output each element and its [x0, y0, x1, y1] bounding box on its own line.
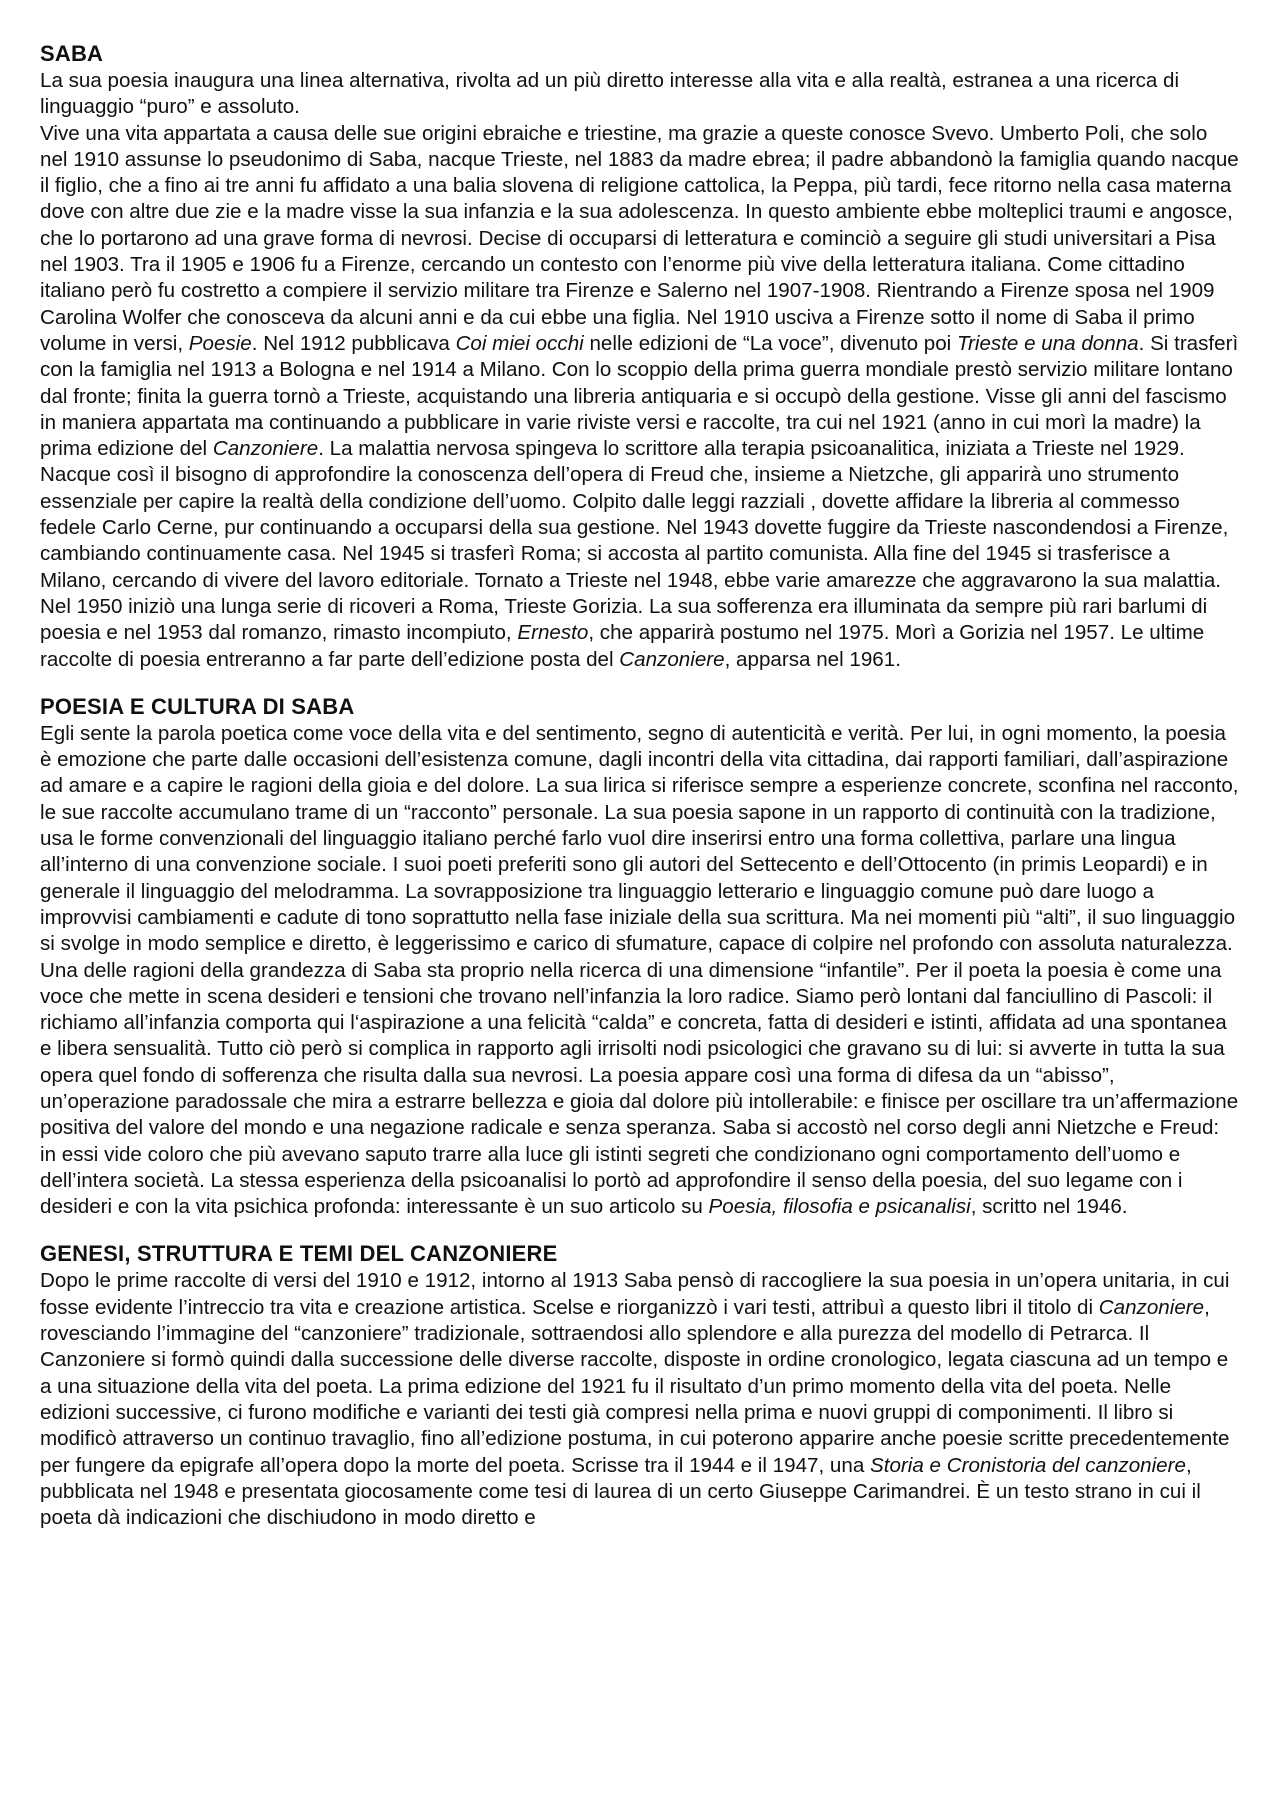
section-heading: SABA: [40, 41, 104, 66]
body-text: . Nel 1912 pubblicava: [251, 331, 456, 355]
body-text: La sua poesia inaugura una linea alternativa, rivolta ad un più diretto interesse alla vita e alla realtà, estranea a una ricerca di linguaggio “puro” e assoluto.: [40, 69, 1180, 119]
italic-title-text: Coi miei occhi: [455, 331, 584, 355]
body-paragraph: [40, 121, 1240, 673]
body-text: , apparsa nel 1961.: [724, 647, 901, 671]
body-paragraph: [40, 68, 1240, 121]
italic-title-text: Poesie: [188, 331, 252, 355]
italic-title-text: Storia e Cronistoria del canzoniere: [870, 1453, 1186, 1477]
body-text: Egli sente la parola poetica come voce della vita e del sentimento, segno di autenticità e verità. Per lui, in ogni momento, la poesia è emozione che parte dalle occasioni dell’esistenza comune, dagli incontri della vita cittadina, dai rapporti familiari, dall’aspirazione ad amare e a capire le ragioni della gioia e del dolore. La sua lirica si riferisce sempre a esperienze concrete, sconfina nel racconto, le sue raccolte accumulano trame di un “racconto” personale. La sua poesia sapone in un rapporto di continuità con la tradizione, usa le forme convenzionali del linguaggio italiano perché farlo vuol dire inserirsi entro una forma collettiva, parlare una lingua all’interno di una convenzione sociale. I suoi poeti preferiti sono gli autori del Settecento e dell’Ottocento (in primis Leopardi) e in generale il linguaggio del melodramma. La sovrapposizione tra linguaggio letterario e linguaggio comune può dare luogo a improvvisi cambiamenti e cadute di tono soprattutto nella fase iniziale della sua scrittura. Ma nei momenti più “alti”, il suo linguaggio si svolge in modo semplice e diretto, è leggerissimo e carico di sfumature, capace di colpire nel profondo con assoluta naturalezza. Una delle ragioni della grandezza di Saba sta proprio nella ricerca di una dimensione “infantile”. Per il poeta la poesia è come una voce che mette in scena desideri e tensioni che trovano nell’infanzia la loro radice. Siamo però lontani dal fanciullino di Pascoli: il richiamo all’infanzia comporta qui l‘aspirazione a una felicità “calda” e concreta, fatta di desideri e istinti, affidata ad una spontanea e libera sensualità. Tutto ciò però si complica in rapporto agli irrisolti nodi psicologici che gravano su di lui: si avverte in tutta la sua opera quel fondo di sofferenza che risulta dalla sua nevrosi. La poesia appare così una forma di difesa da un “abisso”, un’operazione paradossale che mira a estrarre bellezza e gioia dal dolore più intollerabile: e finisce per oscillare tra un’affermazione positiva del valore del mondo e una negazione radicale e senza speranza. Saba si accostò nel corso degli anni Nietzche e Freud: in essi vide coloro che più avevano saputo trarre alla luce gli istinti segreti che condizionano ogni comportamento dell’uomo e dell’intera società. La stessa esperienza della psicoanalisi lo portò ad approfondire il senso della poesia, del suo legame con i desideri e con la vita psichica profonda: interessante è un suo articolo su: [40, 721, 1239, 1219]
body-text: nelle edizioni de “La voce”, divenuto poi: [583, 331, 957, 355]
italic-title-text: Ernesto: [517, 621, 589, 645]
body-text: Vive una vita appartata a causa delle sue origini ebraiche e triestine, ma grazie a queste conosce Svevo. Umberto Poli, che solo nel 1910 assunse lo pseudonimo di Saba, nacque Trieste, nel 1883 da madre ebrea; il padre abbandonò la famiglia quando nacque il figlio, che a fino ai tre anni fu affidato a una balia slovena di religione cattolica, la Peppa, più tardi, fece ritorno nella casa materna dove con altre due zie e la madre visse la sua infanzia e la sua adolescenza. In questo ambiente ebbe molteplici traumi e angosce, che lo portarono ad una grave forma di nevrosi. Decise di occuparsi di letteratura e cominciò a seguire gli studi universitari a Pisa nel 1903. Tra il 1905 e 1906 fu a Firenze, cercando un contesto con l’enorme più vive della letteratura italiana. Come cittadino italiano però fu costretto a compiere il servizio militare tra Firenze e Salerno nel 1907-1908. Rientrando a Firenze sposa nel 1909 Carolina Wolfer che conosceva da alcuni anni e da cui ebbe una figlia. Nel 1910 usciva a Firenze sotto il nome di Saba il primo volume in versi,: [40, 121, 1239, 355]
body-paragraph: [40, 721, 1240, 1221]
italic-title-text: Canzoniere: [212, 437, 319, 461]
body-text: , pubblicata nel 1948 e presentata giocosamente come tesi di laurea di un certo Giuseppe Carimandrei. È un testo strano in cui il poeta dà indicazioni che dischiudono in modo diretto e: [40, 1453, 1201, 1530]
section-poesia-e-cultura-di-saba: [40, 693, 1240, 1221]
body-paragraph: [40, 1268, 1240, 1531]
italic-title-text: Poesia, filosofia e psicanalisi: [708, 1195, 971, 1219]
body-text: . Si trasferì con la famiglia nel 1913 a Bologna e nel 1914 a Milano. Con lo scoppio della prima guerra mondiale prestò servizio militare lontano dal fronte; finita la guerra tornò a Trieste, acquistando una libreria antiquaria e si occupò della gestione. Visse gli anni del fascismo in maniera appartata ma continuando a pubblicare in varie riviste versi e raccolte, tra cui nel 1921 (anno in cui morì la madre) la prima edizione del: [40, 331, 1239, 461]
section-genesi-struttura-e-temi-del-canzoniere: [40, 1240, 1240, 1531]
italic-title-text: Canzoniere: [1098, 1295, 1205, 1319]
body-text: , rovesciando l’immagine del “canzoniere” tradizionale, sottraendosi allo splendore e alla purezza del modello di Petrarca. Il Canzoniere si formò quindi dalla successione delle diverse raccolte, disposte in ordine cronologico, legata ciascuna ad un tempo e a una situazione della vita del poeta. La prima edizione del 1921 fu il risultato d’un primo momento della vita del poeta. Nelle edizioni successive, ci furono modifiche e varianti dei testi già compresi nella prima e nuovi gruppi di componimenti. Il libro si modificò attraverso un continuo travaglio, fino all’edizione postuma, in cui poterono apparire anche poesie scritte precedentemente per fungere da epigrafe all’opera dopo la morte del poeta. Scrisse tra il 1944 e il 1947, una: [40, 1295, 1230, 1477]
document-body: [40, 40, 1240, 1531]
italic-title-text: Trieste e una donna: [956, 331, 1139, 355]
body-text: , scritto nel 1946.: [970, 1195, 1128, 1219]
section-heading: POESIA E CULTURA DI SABA: [40, 693, 355, 719]
body-text: Dopo le prime raccolte di versi del 1910 e 1912, intorno al 1913 Saba pensò di raccogliere la sua poesia in un’opera unitaria, in cui fosse evidente l’intreccio tra vita e creazione artistica. Scelse e riorganizzò i vari testi, attribuì a questo libri il titolo di: [40, 1269, 1230, 1319]
section-heading: GENESI, STRUTTURA E TEMI DEL CANZONIERE: [40, 1241, 558, 1267]
body-text: , che apparirà postumo nel 1975. Morì a Gorizia nel 1957. Le ultime raccolte di poesia entreranno a far parte dell’edizione posta del: [40, 621, 1205, 671]
italic-title-text: Canzoniere: [619, 647, 725, 671]
body-text: . La malattia nervosa spingeva lo scrittore alla terapia psicoanalitica, iniziata a Trieste nel 1929. Nacque così il bisogno di approfondire la conoscenza dell’opera di Freud che, insieme a Nietzche, gli apparirà uno strumento essenziale per capire la realtà della condizione dell’uomo. Colpito dalle leggi razziali , dovette affidare la libreria al commesso fedele Carlo Cerne, pur continuando a occuparsi della sua gestione. Nel 1943 dovette fuggire da Trieste nascondendosi a Firenze, cambiando continuamente casa. Nel 1945 si trasferì Roma; si accosta al partito comunista. Alla fine del 1945 si trasferisce a Milano, cercando di vivere del lavoro editoriale. Tornato a Trieste nel 1948, ebbe varie amarezze che aggravarono la sua malattia. Nel 1950 iniziò una lunga serie di ricoveri a Roma, Trieste Gorizia. La sua sofferenza era illuminata da sempre più rari barlumi di poesia e nel 1953 dal romanzo, rimasto incompiuto,: [40, 437, 1229, 645]
section-saba: [40, 40, 1240, 673]
